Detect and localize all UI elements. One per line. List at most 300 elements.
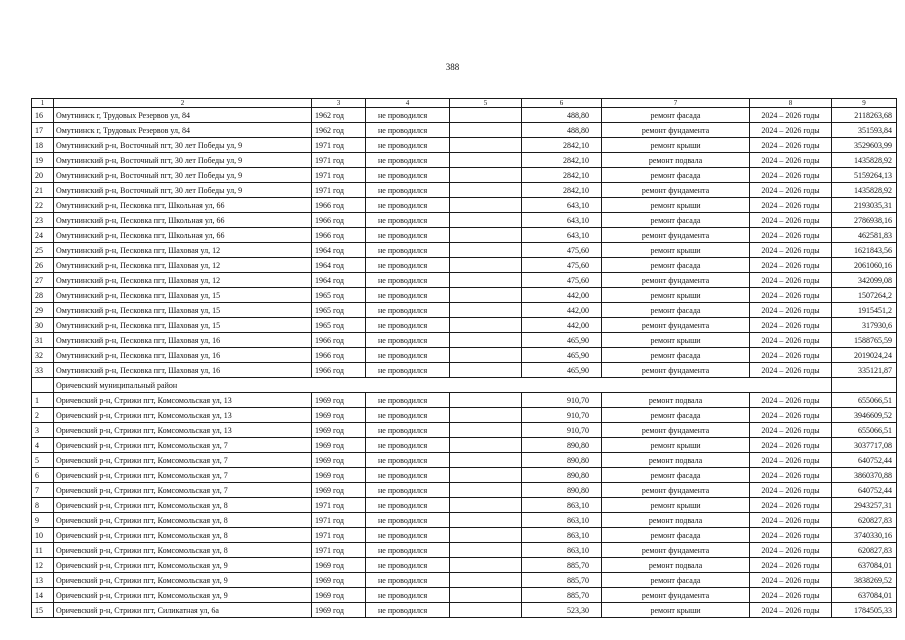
column-5-cell	[450, 558, 522, 573]
address-cell: Оричевский р-н, Стрижи пгт, Комсомольская ул, 7	[54, 453, 312, 468]
cost-cell: 655066,51	[832, 393, 897, 408]
survey-status-cell: не проводился	[366, 363, 450, 378]
table-row	[32, 288, 897, 303]
period-cell: 2024 – 2026 годы	[750, 123, 832, 138]
address-cell: Оричевский р-н, Стрижи пгт, Комсомольская ул, 8	[54, 498, 312, 513]
area-cell: 475,60	[522, 273, 602, 288]
survey-status-cell: не проводился	[366, 273, 450, 288]
commissioning-year-cell: 1962 год	[312, 123, 366, 138]
row-number: 22	[32, 198, 54, 213]
area-cell: 890,80	[522, 483, 602, 498]
address-cell: Омутнинский р-н, Песковка пгт, Шаховая ул, 16	[54, 348, 312, 363]
column-number: 8	[750, 99, 832, 108]
column-5-cell	[450, 213, 522, 228]
area-cell: 488,80	[522, 108, 602, 123]
column-5-cell	[450, 513, 522, 528]
table-row	[32, 183, 897, 198]
address-cell: Омутнинский р-н, Песковка пгт, Школьная ул, 66	[54, 228, 312, 243]
column-5-cell	[450, 543, 522, 558]
cost-cell: 1507264,2	[832, 288, 897, 303]
address-cell: Омутнинский р-н, Песковка пгт, Шаховая ул, 15	[54, 303, 312, 318]
area-cell: 475,60	[522, 258, 602, 273]
table-row	[32, 543, 897, 558]
column-5-cell	[450, 348, 522, 363]
table-row	[32, 198, 897, 213]
survey-status-cell: не проводился	[366, 453, 450, 468]
column-5-cell	[450, 528, 522, 543]
cost-cell: 462581,83	[832, 228, 897, 243]
row-number: 11	[32, 543, 54, 558]
area-cell: 863,10	[522, 513, 602, 528]
table-row	[32, 423, 897, 438]
table-row	[32, 483, 897, 498]
cost-cell: 335121,87	[832, 363, 897, 378]
address-cell: Оричевский р-н, Стрижи пгт, Комсомольская ул, 9	[54, 573, 312, 588]
period-cell: 2024 – 2026 годы	[750, 558, 832, 573]
table-row	[32, 498, 897, 513]
column-number: 2	[54, 99, 312, 108]
work-type-cell: ремонт фундамента	[602, 123, 750, 138]
commissioning-year-cell: 1969 год	[312, 483, 366, 498]
commissioning-year-cell: 1966 год	[312, 348, 366, 363]
column-number: 9	[832, 99, 897, 108]
row-number: 13	[32, 573, 54, 588]
address-cell: Омутнинский р-н, Песковка пгт, Шаховая ул, 15	[54, 288, 312, 303]
commissioning-year-cell: 1971 год	[312, 543, 366, 558]
area-cell: 890,80	[522, 438, 602, 453]
survey-status-cell: не проводился	[366, 393, 450, 408]
survey-status-cell: не проводился	[366, 543, 450, 558]
work-type-cell: ремонт подвала	[602, 393, 750, 408]
commissioning-year-cell: 1971 год	[312, 183, 366, 198]
row-number: 1	[32, 393, 54, 408]
period-cell: 2024 – 2026 годы	[750, 588, 832, 603]
table-row	[32, 333, 897, 348]
work-type-cell: ремонт подвала	[602, 153, 750, 168]
cost-cell: 1435828,92	[832, 153, 897, 168]
address-cell: Оричевский р-н, Стрижи пгт, Комсомольская ул, 8	[54, 543, 312, 558]
row-number: 3	[32, 423, 54, 438]
row-number: 27	[32, 273, 54, 288]
period-cell: 2024 – 2026 годы	[750, 423, 832, 438]
commissioning-year-cell: 1964 год	[312, 243, 366, 258]
period-cell: 2024 – 2026 годы	[750, 273, 832, 288]
address-cell: Омутнинский р-н, Восточный пгт, 30 лет Победы ул, 9	[54, 138, 312, 153]
commissioning-year-cell: 1962 год	[312, 108, 366, 123]
survey-status-cell: не проводился	[366, 288, 450, 303]
commissioning-year-cell: 1965 год	[312, 318, 366, 333]
area-cell: 885,70	[522, 558, 602, 573]
column-5-cell	[450, 483, 522, 498]
area-cell: 442,00	[522, 303, 602, 318]
area-cell: 488,80	[522, 123, 602, 138]
commissioning-year-cell: 1965 год	[312, 288, 366, 303]
area-cell: 465,90	[522, 363, 602, 378]
period-cell: 2024 – 2026 годы	[750, 258, 832, 273]
area-cell: 890,80	[522, 468, 602, 483]
column-number-row	[32, 99, 897, 108]
table-row	[32, 123, 897, 138]
table-row	[32, 303, 897, 318]
cost-cell: 640752,44	[832, 453, 897, 468]
capital-repair-table	[31, 98, 897, 618]
period-cell: 2024 – 2026 годы	[750, 288, 832, 303]
work-type-cell: ремонт подвала	[602, 558, 750, 573]
period-cell: 2024 – 2026 годы	[750, 543, 832, 558]
table-body	[32, 99, 897, 618]
survey-status-cell: не проводился	[366, 498, 450, 513]
work-type-cell: ремонт фундамента	[602, 273, 750, 288]
work-type-cell: ремонт фасада	[602, 258, 750, 273]
column-number: 3	[312, 99, 366, 108]
commissioning-year-cell: 1965 год	[312, 303, 366, 318]
commissioning-year-cell: 1964 год	[312, 258, 366, 273]
row-number: 20	[32, 168, 54, 183]
address-cell: Омутнинский р-н, Восточный пгт, 30 лет Победы ул, 9	[54, 168, 312, 183]
cost-cell: 637084,01	[832, 588, 897, 603]
cost-cell: 351593,84	[832, 123, 897, 138]
row-number: 4	[32, 438, 54, 453]
work-type-cell: ремонт фундамента	[602, 423, 750, 438]
survey-status-cell: не проводился	[366, 438, 450, 453]
area-cell: 643,10	[522, 228, 602, 243]
address-cell: Оричевский р-н, Стрижи пгт, Комсомольская ул, 8	[54, 528, 312, 543]
period-cell: 2024 – 2026 годы	[750, 408, 832, 423]
work-type-cell: ремонт фундамента	[602, 228, 750, 243]
cost-cell: 2019024,24	[832, 348, 897, 363]
column-5-cell	[450, 588, 522, 603]
survey-status-cell: не проводился	[366, 258, 450, 273]
work-type-cell: ремонт фундамента	[602, 183, 750, 198]
row-number: 21	[32, 183, 54, 198]
commissioning-year-cell: 1969 год	[312, 393, 366, 408]
row-number: 7	[32, 483, 54, 498]
row-number: 8	[32, 498, 54, 513]
work-type-cell: ремонт фасада	[602, 468, 750, 483]
period-cell: 2024 – 2026 годы	[750, 168, 832, 183]
work-type-cell: ремонт подвала	[602, 453, 750, 468]
area-cell: 2842,10	[522, 183, 602, 198]
cost-cell: 5159264,13	[832, 168, 897, 183]
address-cell: Оричевский р-н, Стрижи пгт, Комсомольская ул, 13	[54, 423, 312, 438]
area-cell: 475,60	[522, 243, 602, 258]
column-5-cell	[450, 363, 522, 378]
period-cell: 2024 – 2026 годы	[750, 303, 832, 318]
cost-cell: 3838269,52	[832, 573, 897, 588]
column-5-cell	[450, 318, 522, 333]
row-number: 6	[32, 468, 54, 483]
cost-cell: 342099,08	[832, 273, 897, 288]
survey-status-cell: не проводился	[366, 423, 450, 438]
address-cell: Омутнинск г, Трудовых Резервов ул, 84	[54, 108, 312, 123]
period-cell: 2024 – 2026 годы	[750, 468, 832, 483]
column-number: 7	[602, 99, 750, 108]
table-row	[32, 318, 897, 333]
row-number: 24	[32, 228, 54, 243]
survey-status-cell: не проводился	[366, 528, 450, 543]
cost-cell: 620827,83	[832, 543, 897, 558]
survey-status-cell: не проводился	[366, 228, 450, 243]
column-5-cell	[450, 138, 522, 153]
empty-cell	[832, 378, 897, 393]
cost-cell: 640752,44	[832, 483, 897, 498]
cost-cell: 2118263,68	[832, 108, 897, 123]
column-5-cell	[450, 333, 522, 348]
commissioning-year-cell: 1969 год	[312, 573, 366, 588]
area-cell: 890,80	[522, 453, 602, 468]
column-number: 1	[32, 99, 54, 108]
work-type-cell: ремонт фундамента	[602, 318, 750, 333]
column-5-cell	[450, 603, 522, 618]
row-number: 14	[32, 588, 54, 603]
table-row	[32, 213, 897, 228]
column-5-cell	[450, 468, 522, 483]
column-5-cell	[450, 183, 522, 198]
column-5-cell	[450, 108, 522, 123]
work-type-cell: ремонт крыши	[602, 438, 750, 453]
table-row	[32, 573, 897, 588]
cost-cell: 1435828,92	[832, 183, 897, 198]
row-number: 28	[32, 288, 54, 303]
work-type-cell: ремонт крыши	[602, 603, 750, 618]
address-cell: Омутнинский р-н, Песковка пгт, Шаховая ул, 15	[54, 318, 312, 333]
address-cell: Оричевский р-н, Стрижи пгт, Комсомольская ул, 7	[54, 468, 312, 483]
cost-cell: 1621843,56	[832, 243, 897, 258]
work-type-cell: ремонт фундамента	[602, 543, 750, 558]
period-cell: 2024 – 2026 годы	[750, 603, 832, 618]
row-number: 10	[32, 528, 54, 543]
survey-status-cell: не проводился	[366, 153, 450, 168]
table-row	[32, 468, 897, 483]
table-row	[32, 528, 897, 543]
area-cell: 910,70	[522, 393, 602, 408]
table-row	[32, 393, 897, 408]
column-number: 5	[450, 99, 522, 108]
survey-status-cell: не проводился	[366, 213, 450, 228]
work-type-cell: ремонт фундамента	[602, 588, 750, 603]
commissioning-year-cell: 1964 год	[312, 273, 366, 288]
table-row	[32, 588, 897, 603]
work-type-cell: ремонт фундамента	[602, 483, 750, 498]
address-cell: Оричевский р-н, Стрижи пгт, Комсомольская ул, 8	[54, 513, 312, 528]
area-cell: 643,10	[522, 198, 602, 213]
column-5-cell	[450, 228, 522, 243]
survey-status-cell: не проводился	[366, 558, 450, 573]
work-type-cell: ремонт крыши	[602, 333, 750, 348]
area-cell: 2842,10	[522, 168, 602, 183]
row-number: 23	[32, 213, 54, 228]
cost-cell: 3860370,88	[832, 468, 897, 483]
commissioning-year-cell: 1971 год	[312, 138, 366, 153]
survey-status-cell: не проводился	[366, 603, 450, 618]
work-type-cell: ремонт фасада	[602, 408, 750, 423]
row-number: 2	[32, 408, 54, 423]
table-row	[32, 558, 897, 573]
column-5-cell	[450, 243, 522, 258]
commissioning-year-cell: 1969 год	[312, 438, 366, 453]
work-type-cell: ремонт фасада	[602, 303, 750, 318]
table-row	[32, 243, 897, 258]
period-cell: 2024 – 2026 годы	[750, 438, 832, 453]
survey-status-cell: не проводился	[366, 588, 450, 603]
table-row	[32, 273, 897, 288]
cost-cell: 317930,6	[832, 318, 897, 333]
column-5-cell	[450, 438, 522, 453]
address-cell: Омутнинский р-н, Восточный пгт, 30 лет Победы ул, 9	[54, 183, 312, 198]
period-cell: 2024 – 2026 годы	[750, 483, 832, 498]
period-cell: 2024 – 2026 годы	[750, 363, 832, 378]
period-cell: 2024 – 2026 годы	[750, 498, 832, 513]
table-row	[32, 228, 897, 243]
survey-status-cell: не проводился	[366, 303, 450, 318]
row-number: 5	[32, 453, 54, 468]
commissioning-year-cell: 1971 год	[312, 168, 366, 183]
page-number: 388	[445, 62, 460, 72]
commissioning-year-cell: 1966 год	[312, 363, 366, 378]
table-row	[32, 258, 897, 273]
row-number: 18	[32, 138, 54, 153]
area-cell: 910,70	[522, 423, 602, 438]
work-type-cell: ремонт фасада	[602, 573, 750, 588]
area-cell: 863,10	[522, 498, 602, 513]
column-number: 6	[522, 99, 602, 108]
row-number: 9	[32, 513, 54, 528]
row-number: 17	[32, 123, 54, 138]
period-cell: 2024 – 2026 годы	[750, 318, 832, 333]
table-row	[32, 138, 897, 153]
cost-cell: 2943257,31	[832, 498, 897, 513]
commissioning-year-cell: 1971 год	[312, 513, 366, 528]
table-row	[32, 603, 897, 618]
column-5-cell	[450, 168, 522, 183]
area-cell: 442,00	[522, 318, 602, 333]
cost-cell: 1588765,59	[832, 333, 897, 348]
table-row	[32, 168, 897, 183]
row-number: 25	[32, 243, 54, 258]
period-cell: 2024 – 2026 годы	[750, 153, 832, 168]
row-number: 30	[32, 318, 54, 333]
work-type-cell: ремонт крыши	[602, 288, 750, 303]
period-cell: 2024 – 2026 годы	[750, 138, 832, 153]
cost-cell: 1915451,2	[832, 303, 897, 318]
area-cell: 863,10	[522, 543, 602, 558]
cost-cell: 2061060,16	[832, 258, 897, 273]
area-cell: 465,90	[522, 333, 602, 348]
work-type-cell: ремонт фасада	[602, 168, 750, 183]
work-type-cell: ремонт крыши	[602, 138, 750, 153]
commissioning-year-cell: 1966 год	[312, 198, 366, 213]
column-5-cell	[450, 498, 522, 513]
column-5-cell	[450, 453, 522, 468]
commissioning-year-cell: 1969 год	[312, 468, 366, 483]
period-cell: 2024 – 2026 годы	[750, 453, 832, 468]
table-row	[32, 348, 897, 363]
commissioning-year-cell: 1969 год	[312, 558, 366, 573]
area-cell: 910,70	[522, 408, 602, 423]
commissioning-year-cell: 1969 год	[312, 603, 366, 618]
period-cell: 2024 – 2026 годы	[750, 333, 832, 348]
table-row	[32, 453, 897, 468]
column-5-cell	[450, 303, 522, 318]
area-cell: 643,10	[522, 213, 602, 228]
period-cell: 2024 – 2026 годы	[750, 213, 832, 228]
table-row	[32, 153, 897, 168]
work-type-cell: ремонт фасада	[602, 348, 750, 363]
commissioning-year-cell: 1971 год	[312, 498, 366, 513]
survey-status-cell: не проводился	[366, 123, 450, 138]
address-cell: Омутнинск г, Трудовых Резервов ул, 84	[54, 123, 312, 138]
period-cell: 2024 – 2026 годы	[750, 183, 832, 198]
address-cell: Оричевский р-н, Стрижи пгт, Комсомольская ул, 13	[54, 393, 312, 408]
area-cell: 2842,10	[522, 138, 602, 153]
table-row	[32, 108, 897, 123]
period-cell: 2024 – 2026 годы	[750, 198, 832, 213]
work-type-cell: ремонт крыши	[602, 198, 750, 213]
survey-status-cell: не проводился	[366, 513, 450, 528]
survey-status-cell: не проводился	[366, 198, 450, 213]
row-number: 32	[32, 348, 54, 363]
table-row	[32, 363, 897, 378]
survey-status-cell: не проводился	[366, 573, 450, 588]
survey-status-cell: не проводился	[366, 168, 450, 183]
area-cell: 885,70	[522, 573, 602, 588]
area-cell: 523,30	[522, 603, 602, 618]
address-cell: Оричевский р-н, Стрижи пгт, Комсомольская ул, 7	[54, 483, 312, 498]
column-5-cell	[450, 288, 522, 303]
work-type-cell: ремонт фундамента	[602, 363, 750, 378]
area-cell: 863,10	[522, 528, 602, 543]
commissioning-year-cell: 1969 год	[312, 423, 366, 438]
survey-status-cell: не проводился	[366, 468, 450, 483]
commissioning-year-cell: 1969 год	[312, 588, 366, 603]
column-5-cell	[450, 123, 522, 138]
period-cell: 2024 – 2026 годы	[750, 348, 832, 363]
period-cell: 2024 – 2026 годы	[750, 528, 832, 543]
address-cell: Омутнинский р-н, Песковка пгт, Шаховая ул, 12	[54, 258, 312, 273]
survey-status-cell: не проводился	[366, 408, 450, 423]
cost-cell: 620827,83	[832, 513, 897, 528]
commissioning-year-cell: 1969 год	[312, 408, 366, 423]
survey-status-cell: не проводился	[366, 183, 450, 198]
column-5-cell	[450, 258, 522, 273]
cost-cell: 2193035,31	[832, 198, 897, 213]
section-title: Оричевский муниципальный район	[54, 378, 832, 393]
area-cell: 885,70	[522, 588, 602, 603]
survey-status-cell: не проводился	[366, 243, 450, 258]
row-number: 16	[32, 108, 54, 123]
work-type-cell: ремонт фасада	[602, 213, 750, 228]
row-number: 29	[32, 303, 54, 318]
cost-cell: 3529603,99	[832, 138, 897, 153]
work-type-cell: ремонт крыши	[602, 243, 750, 258]
work-type-cell: ремонт фасада	[602, 528, 750, 543]
cost-cell: 2786938,16	[832, 213, 897, 228]
address-cell: Омутнинский р-н, Песковка пгт, Школьная ул, 66	[54, 198, 312, 213]
survey-status-cell: не проводился	[366, 483, 450, 498]
address-cell: Оричевский р-н, Стрижи пгт, Комсомольская ул, 7	[54, 438, 312, 453]
table-row	[32, 408, 897, 423]
cost-cell: 3740330,16	[832, 528, 897, 543]
period-cell: 2024 – 2026 годы	[750, 108, 832, 123]
address-cell: Омутнинский р-н, Восточный пгт, 30 лет Победы ул, 9	[54, 153, 312, 168]
address-cell: Оричевский р-н, Стрижи пгт, Комсомольская ул, 13	[54, 408, 312, 423]
row-number: 31	[32, 333, 54, 348]
empty-cell	[32, 378, 54, 393]
cost-cell: 1784505,33	[832, 603, 897, 618]
cost-cell: 3037717,08	[832, 438, 897, 453]
commissioning-year-cell: 1966 год	[312, 333, 366, 348]
area-cell: 442,00	[522, 288, 602, 303]
